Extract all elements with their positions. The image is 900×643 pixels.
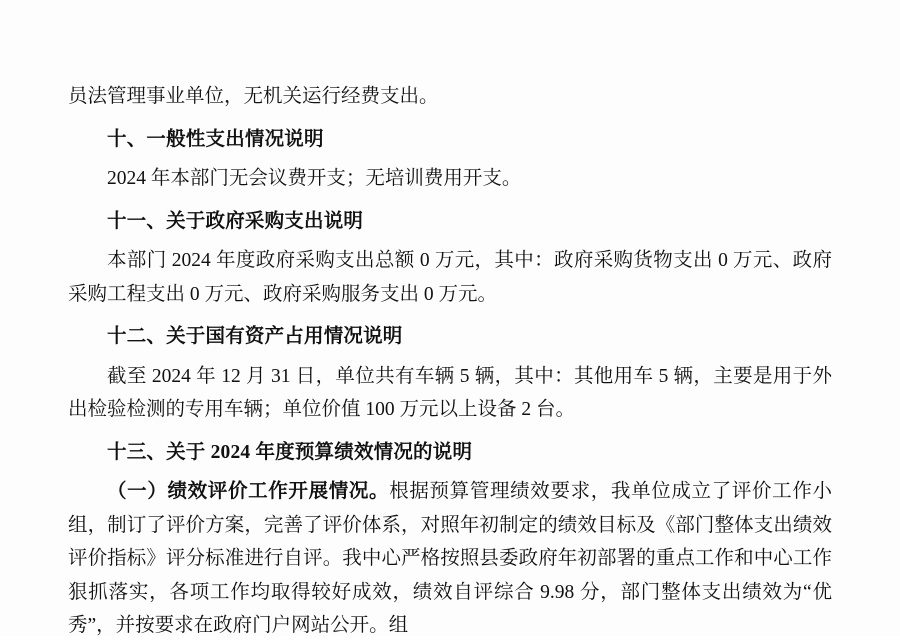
- document-body: [68, 80, 832, 643]
- paragraph-section-13-1: [68, 475, 832, 643]
- paragraph-section-10: 2024 年本部门无会议费开支；无培训费用开支。: [107, 168, 522, 190]
- paragraph-section-13-1-lead: （一）绩效评价工作开展情况。: [107, 481, 390, 503]
- heading-section-10: 十、一般性支出情况说明: [107, 128, 324, 150]
- paragraph-section-12: 截至 2024 年 12 月 31 日，单位共有车辆 5 辆，其中：其他用车 5 辆，主要是用于外出检验检测的专用车辆；单位价值 100 万元以上设备 2 台。: [68, 365, 832, 421]
- paragraph-section-13-1-text: 根据预算管理绩效要求，我单位成立了评价工作小组，制订了评价方案，完善了评价体系，对照年初制定的绩效目标及《部门整体支出绩效评价指标》评分标准进行自评。我中心严格按照县委政府年初部署的重点工作和中心工作狠抓落实，各项工作均取得较好成效，绩效自评综合 9.98 分，部门整体支出绩效为“优秀”，并按要求在政府门户网站公开。组: [68, 481, 832, 637]
- heading-section-12: 十二、关于国有资产占用情况说明: [107, 326, 403, 348]
- paragraph-continuation: 员法管理事业单位，无机关运行经费支出。: [68, 86, 439, 107]
- heading-section-11: 十一、关于政府采购支出说明: [107, 210, 364, 232]
- heading-section-13: 十三、关于 2024 年度预算绩效情况的说明: [107, 441, 473, 463]
- paragraph-section-11: 本部门 2024 年度政府采购支出总额 0 万元，其中：政府采购货物支出 0 万元、政府采购工程支出 0 万元、政府采购服务支出 0 万元。: [68, 250, 832, 305]
